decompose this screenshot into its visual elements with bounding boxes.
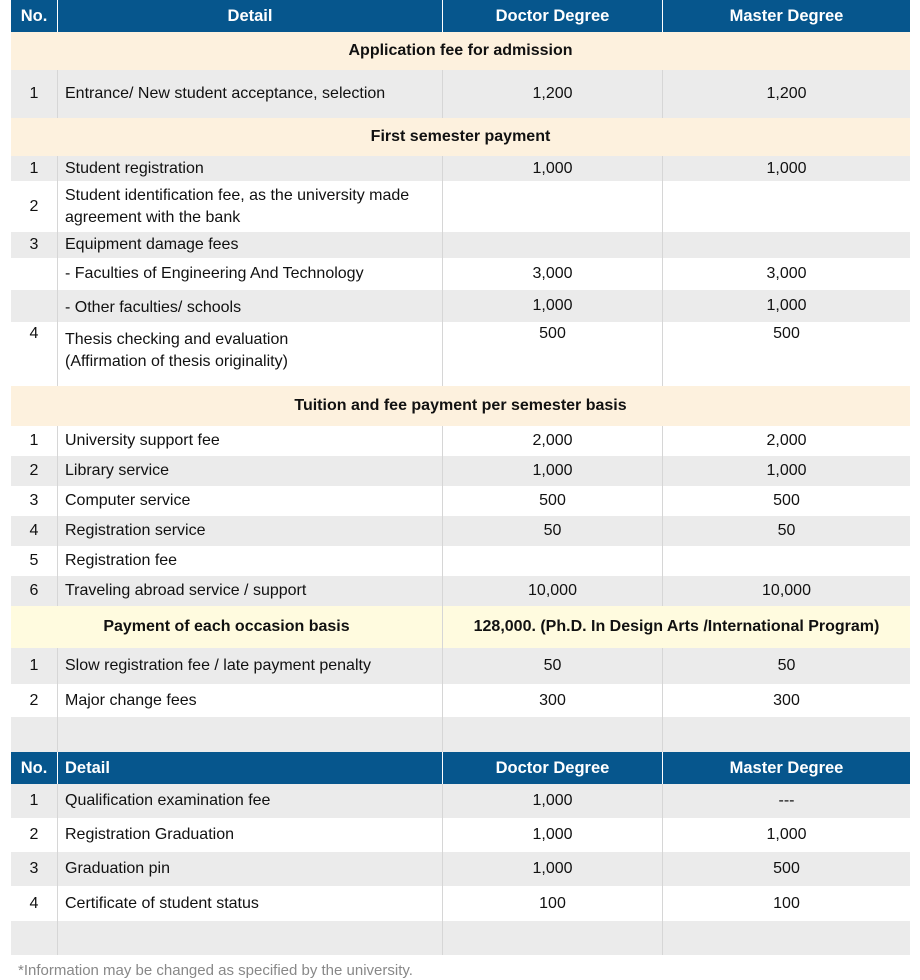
row-no: 4 [11, 322, 58, 386]
section-title: Application fee for admission [348, 42, 573, 59]
row-master: 1,200 [766, 85, 807, 102]
empty-cell [663, 717, 910, 752]
row-detail: Library service [58, 456, 443, 486]
row-no: 2 [11, 456, 58, 486]
fee-table-main [11, 0, 910, 752]
empty-cell [58, 717, 443, 752]
table-row [11, 426, 910, 456]
section-title: First semester payment [370, 128, 551, 145]
row-doctor: 100 [443, 886, 663, 921]
row-doctor [443, 181, 663, 232]
row-detail [58, 322, 443, 386]
section-title: Payment of each occasion basis [11, 606, 443, 648]
header-master: Master Degree [729, 6, 844, 25]
row-master: 10,000 [762, 582, 811, 599]
row-doctor: 300 [443, 684, 663, 717]
row-doctor: 1,000 [443, 784, 663, 818]
row-master: 500 [773, 325, 800, 342]
empty-cell [443, 921, 663, 955]
row-detail: Certificate of student status [58, 886, 443, 921]
table-row [11, 852, 910, 886]
row-master: 50 [777, 522, 796, 539]
table-row [11, 156, 910, 181]
table-row [11, 322, 910, 386]
row-master: 300 [773, 691, 800, 709]
row-master: 50 [777, 657, 796, 674]
row-detail: Registration Graduation [58, 818, 443, 852]
row-no [11, 290, 58, 322]
row-master: --- [778, 792, 795, 809]
row-no [11, 258, 58, 290]
table-row [11, 684, 910, 717]
section-application [11, 32, 910, 70]
table-header [11, 0, 910, 32]
row-doctor: 2,000 [443, 426, 663, 456]
row-master: 500 [773, 860, 800, 877]
row-no: 5 [11, 546, 58, 576]
row-no: 1 [11, 70, 58, 118]
table-row [11, 232, 910, 258]
row-no: 4 [11, 886, 58, 921]
row-master [663, 232, 910, 258]
table-row [11, 516, 910, 546]
row-detail [58, 181, 443, 232]
table-row [11, 546, 910, 576]
row-detail: Qualification examination fee [58, 784, 443, 818]
header-doctor: Doctor Degree [443, 0, 663, 32]
row-detail: Slow registration fee / late payment penalty [58, 648, 443, 684]
section-tuition [11, 386, 910, 426]
row-detail: University support fee [58, 426, 443, 456]
row-master: 1,000 [766, 159, 807, 177]
row-no: 4 [11, 516, 58, 546]
table-row [11, 486, 910, 516]
row-doctor: 1,000 [443, 852, 663, 886]
table-row-empty [11, 921, 910, 955]
row-master [663, 546, 910, 576]
row-detail: Registration fee [58, 546, 443, 576]
row-master: 500 [773, 492, 800, 509]
row-no: 1 [11, 156, 58, 181]
table-row [11, 181, 910, 232]
row-doctor: 1,200 [443, 70, 663, 118]
row-detail: - Other faculties/ schools [58, 290, 443, 322]
row-doctor: 500 [443, 322, 663, 386]
row-master: 1,000 [766, 826, 807, 843]
row-master: 2,000 [766, 432, 807, 449]
header-doctor: Doctor Degree [443, 752, 663, 784]
row-detail: Equipment damage fees [58, 232, 443, 258]
row-no: 3 [11, 486, 58, 516]
row-no: 2 [11, 181, 58, 232]
empty-cell [11, 717, 58, 752]
row-detail-line1: Student identification fee, as the university made [65, 186, 410, 204]
row-no: 3 [11, 852, 58, 886]
table-row [11, 576, 910, 606]
fee-table-graduation [11, 752, 910, 955]
row-detail: Entrance/ New student acceptance, selection [58, 70, 443, 118]
table-row [11, 456, 910, 486]
table-row-empty [11, 717, 910, 752]
row-no: 3 [11, 232, 58, 258]
row-detail: - Faculties of Engineering And Technology [58, 258, 443, 290]
row-detail: Registration service [58, 516, 443, 546]
row-doctor: 1,000 [443, 156, 663, 181]
row-no: 2 [11, 684, 58, 717]
row-doctor: 1,000 [443, 818, 663, 852]
empty-cell [443, 717, 663, 752]
table-row [11, 818, 910, 852]
row-doctor: 50 [443, 648, 663, 684]
row-detail: Graduation pin [58, 852, 443, 886]
row-master: 1,000 [766, 462, 807, 479]
table-row [11, 648, 910, 684]
empty-cell [663, 921, 910, 955]
row-detail: Major change fees [58, 684, 443, 717]
footnote: *Information may be changed as specified by the university. [18, 962, 413, 979]
row-detail: Student registration [58, 156, 443, 181]
row-detail-line2: agreement with the bank [65, 208, 241, 226]
row-detail: Computer service [58, 486, 443, 516]
table-row [11, 258, 910, 290]
row-no: 1 [11, 648, 58, 684]
section-occasion [11, 606, 910, 648]
row-master: 3,000 [766, 265, 807, 282]
table-row [11, 886, 910, 921]
section-first-semester [11, 118, 910, 156]
row-doctor [443, 232, 663, 258]
row-no: 1 [11, 784, 58, 818]
row-master [663, 181, 910, 232]
row-doctor: 500 [443, 486, 663, 516]
row-master: 1,000 [766, 297, 807, 314]
row-doctor: 50 [443, 516, 663, 546]
row-no: 1 [11, 426, 58, 456]
table-row [11, 784, 910, 818]
row-doctor [443, 546, 663, 576]
header-no: No. [11, 0, 58, 32]
header-master: Master Degree [729, 758, 844, 777]
section-title: Tuition and fee payment per semester basis [294, 397, 627, 414]
row-detail-line2: (Affirmation of thesis originality) [65, 353, 288, 370]
row-doctor: 10,000 [443, 576, 663, 606]
occasion-value: 128,000. (Ph.D. In Design Arts /International Program) [473, 618, 880, 635]
row-doctor: 1,000 [443, 290, 663, 322]
header-detail: Detail [58, 0, 443, 32]
row-doctor: 1,000 [443, 456, 663, 486]
row-doctor: 3,000 [443, 258, 663, 290]
table-row [11, 290, 910, 322]
row-master: 100 [773, 894, 800, 912]
header-detail: Detail [58, 752, 443, 784]
table-row [11, 70, 910, 118]
empty-cell [11, 921, 58, 955]
row-detail-line1: Thesis checking and evaluation [65, 331, 289, 348]
row-detail: Traveling abroad service / support [58, 576, 443, 606]
header-no: No. [11, 752, 58, 784]
row-no: 6 [11, 576, 58, 606]
row-no: 2 [11, 818, 58, 852]
table-header [11, 752, 910, 784]
empty-cell [58, 921, 443, 955]
